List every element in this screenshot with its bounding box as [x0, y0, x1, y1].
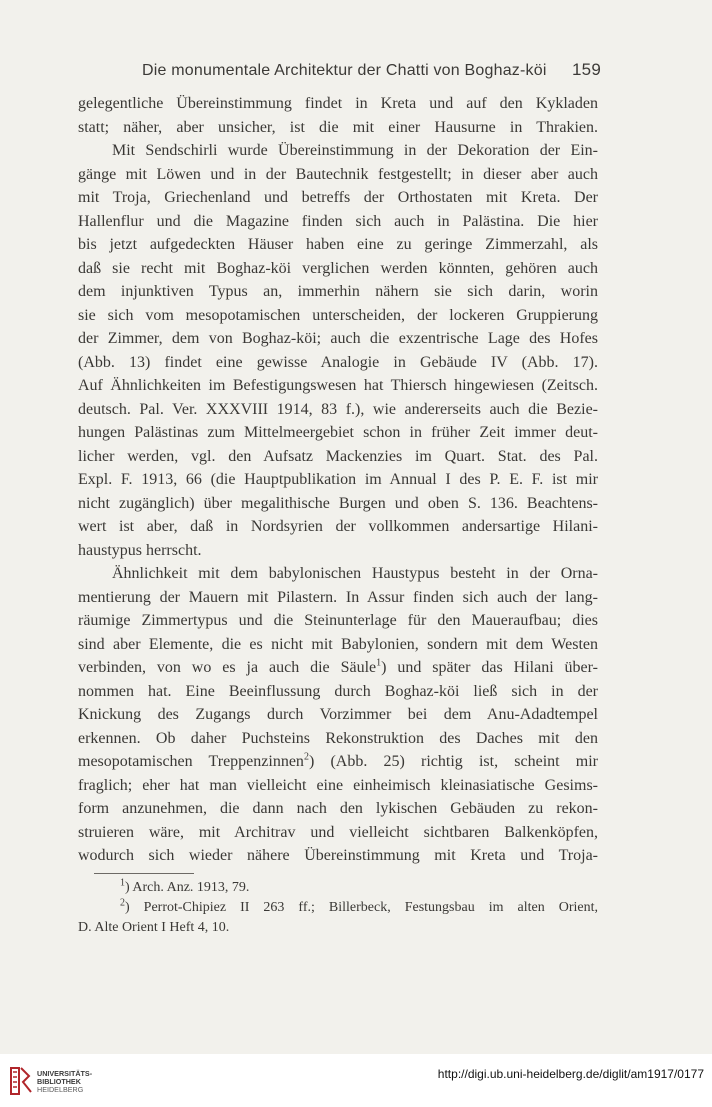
text-line: Knickung des Zugangs durch Vorzimmer bei dem Anu-Adadtempel [78, 706, 598, 723]
text-line: fraglich; eher hat man vielleicht eine einheimisch kleinasiatische Gesims- [78, 776, 598, 794]
text-line: form anzunehmen, die dann nach den lykischen Gebäuden zu rekon- [78, 800, 598, 817]
text-line: daß sie recht mit Boghaz-köi verglichen werden könnten, gehören auch [78, 259, 598, 277]
text-line: wert ist aber, daß in Nordsyrien der vollkommen andersartige Hilani- [78, 518, 598, 535]
text-line: dem injunktiven Typus an, immerhin nähern sie sich darin, worin [78, 283, 598, 300]
footnote-ref-1: 1 [376, 657, 382, 669]
footnote-marker: 1 [120, 877, 125, 889]
text-line: mentierung der Mauern mit Pilastern. In Assur finden sich auch der lang- [78, 588, 598, 606]
text-line: sie sich vom mesopotamischen unterscheiden, der lockeren Gruppierung [78, 306, 598, 324]
text-line: hungen Palästinas zum Mittelmeergebiet schon in früher Zeit immer deut- [78, 424, 598, 441]
page-number: 159 [572, 60, 601, 79]
text-line: statt; näher, aber unsicher, ist die mit einer Hausurne in Thrakien. [78, 118, 598, 136]
text-line: gelegentliche Übereinstimmung findet in Kreta und auf den Kykladen [78, 95, 598, 112]
permalink-url[interactable]: http://digi.ub.uni-heidelberg.de/diglit/am1917/0177 [437, 1067, 704, 1081]
text-line: mesopotamischen Treppenzinnen$^2$) (Abb. 25) richtig ist, scheint mir [78, 751, 598, 770]
text-line: gänge mit Löwen und in der Bautechnik festgestellt; in dieser aber auch [78, 165, 598, 183]
text-line: deutsch. Pal. Ver. XXXVIII 1914, 83 f.), wie andererseits auch die Bezie- [78, 400, 598, 418]
library-crest-icon [9, 1066, 33, 1096]
text-line: bis jetzt aufgedeckten Häuser haben eine zu geringe Zimmerzahl, als [78, 236, 598, 253]
text-line: (Abb. 13) findet eine gewisse Analogie in Gebäude IV (Abb. 17). [78, 353, 598, 371]
text-line: sind aber Elemente, die es nicht mit Babylonien, sondern mit dem Westen [78, 635, 598, 653]
text-line: licher werden, vgl. den Aufsatz Mackenzies im Quart. Stat. des Pal. [78, 447, 598, 465]
text-line: mit Troja, Griechenland und betreffs der Orthostaten mit Kreta. Der [78, 189, 598, 206]
text-line: nommen hat. Eine Beeinflussung durch Boghaz-köi ließ sich in der [78, 682, 598, 700]
viewer-footer [0, 1054, 712, 1107]
footnotes [78, 878, 598, 938]
text-line: haustypus herrscht. [78, 541, 202, 559]
footnote-1: $^1$) Arch. Anz. 1913, 79. [120, 877, 250, 895]
text-line: erkennen. Ob daher Puchsteins Rekonstruktion des Daches mit den [78, 729, 598, 747]
text-line: nicht zugänglich) über megalithische Burgen und oben S. 136. Beachtens- [78, 494, 598, 512]
text-line: Expl. F. 1913, 66 (die Hauptpublikation im Annual I des P. E. F. ist mir [78, 471, 598, 488]
footnote-separator [94, 873, 194, 874]
footnote-marker: 2 [120, 897, 125, 909]
library-logo[interactable] [9, 1064, 129, 1098]
library-name: UNIVERSITÄTS- BIBLIOTHEK HEIDELBERG [37, 1069, 93, 1094]
footnote-2: $^2$) Perrot-Chipiez II 263 ff.; Billerbeck, Festungsbau im alten Orient, [120, 897, 598, 915]
running-header [78, 60, 601, 84]
header-title: Die monumentale Architektur der Chatti von Boghaz-köi [142, 62, 547, 79]
text-line: räumige Zimmertypus und die Steinunterlage für den Maueraufbau; dies [78, 612, 598, 629]
text-line: wodurch sich wieder nähere Übereinstimmung mit Kreta und Troja- [78, 847, 598, 864]
text-line: Mit Sendschirli wurde Übereinstimmung in der Dekoration der Ein- [112, 142, 598, 159]
text-line: der Zimmer, dem von Boghaz-köi; auch die exzentrische Lage des Hofes [78, 330, 598, 347]
text-line: Hallenflur und die Magazine finden sich auch in Palästina. Die hier [78, 212, 598, 230]
body-text [78, 92, 598, 868]
footnote-2-continued: D. Alte Orient I Heft 4, 10. [78, 920, 230, 935]
text-line: verbinden, von wo es ja auch die Säule$^1$) und später das Hilani über- [78, 657, 598, 676]
text-line: Auf Ähnlichkeiten im Befestigungswesen hat Thiersch hingewiesen (Zeitsch. [78, 377, 598, 394]
footnote-ref-2: 2 [303, 751, 309, 763]
text-line: struieren wäre, mit Architrav und vielleicht sichtbaren Balkenköpfen, [78, 823, 598, 841]
text-line: Ähnlichkeit mit dem babylonischen Haustypus besteht in der Orna- [112, 565, 598, 582]
